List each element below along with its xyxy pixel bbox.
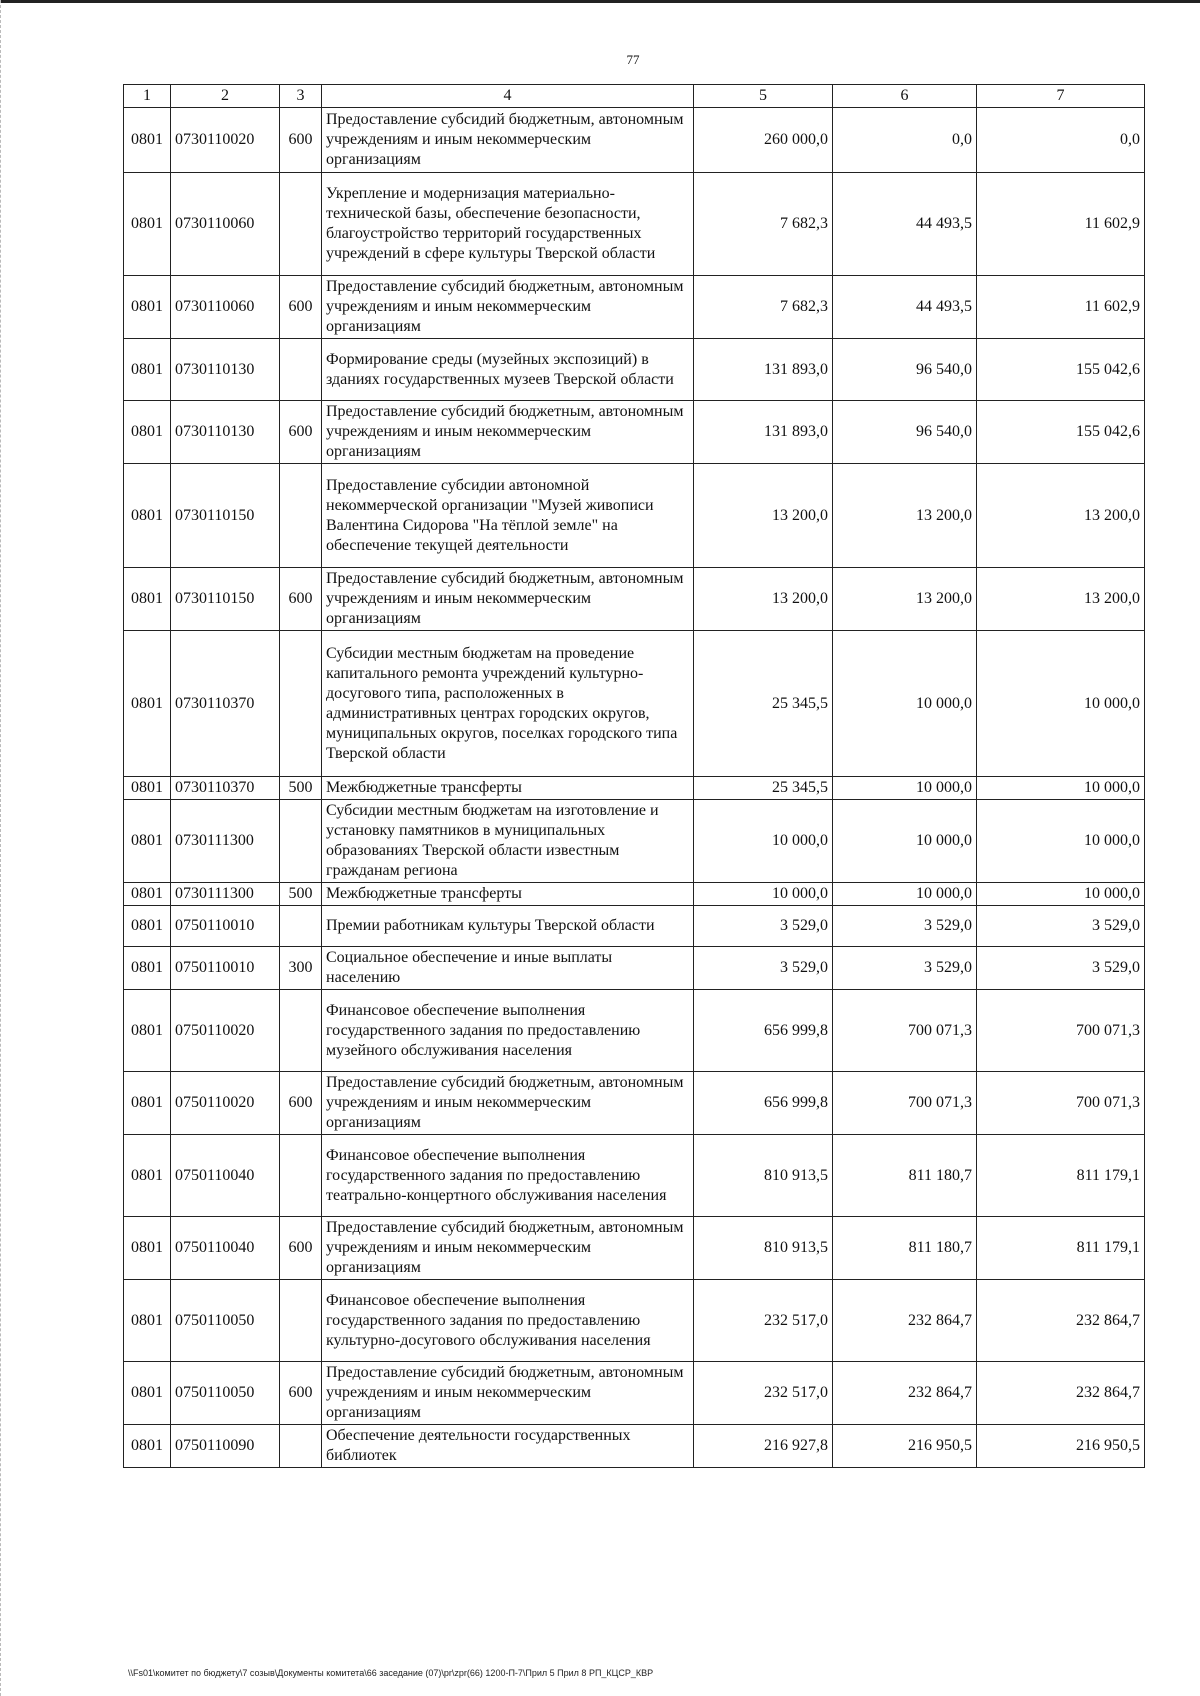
amount-col7-cell: 11 602,9 [977,276,1145,339]
amount-col7-cell: 3 529,0 [977,947,1145,990]
amount-col7-cell: 232 864,7 [977,1362,1145,1425]
description-cell: Предоставление субсидий бюджетным, автономным учреждениям и иным некоммерческим организациям [322,108,694,173]
description-cell: Укрепление и модернизация материально-технической базы, обеспечение безопасности, благоустройство территорий государственных учреждений в сфере культуры Тверской области [322,173,694,276]
description-cell: Предоставление субсидий бюджетным, автономным учреждениям и иным некоммерческим организациям [322,1072,694,1135]
amount-col5-cell: 3 529,0 [694,947,833,990]
target-article-code-cell: 0750110020 [171,1072,280,1135]
section-code-cell: 0801 [124,339,171,401]
amount-col6-cell: 811 180,7 [833,1217,977,1280]
amount-col7-cell: 811 179,1 [977,1217,1145,1280]
table-row [124,464,1145,568]
amount-col7-cell: 3 529,0 [977,906,1145,947]
amount-col5-cell: 7 682,3 [694,276,833,339]
section-code-cell: 0801 [124,990,171,1072]
amount-col5-cell: 25 345,5 [694,777,833,800]
target-article-code-cell: 0730110130 [171,339,280,401]
amount-col5-cell: 232 517,0 [694,1362,833,1425]
section-code-cell: 0801 [124,1425,171,1468]
table-row [124,1217,1145,1280]
amount-col5-cell: 10 000,0 [694,800,833,883]
target-article-code-cell: 0730110150 [171,568,280,631]
amount-col6-cell: 0,0 [833,108,977,173]
amount-col7-cell: 10 000,0 [977,883,1145,906]
table-row [124,906,1145,947]
expense-type-code-cell [280,339,322,401]
description-cell: Обеспечение деятельности государственных библиотек [322,1425,694,1468]
table-row [124,1072,1145,1135]
description-cell: Формирование среды (музейных экспозиций) в зданиях государственных музеев Тверской области [322,339,694,401]
column-header-7: 7 [977,85,1145,108]
description-cell: Предоставление субсидий бюджетным, автономным учреждениям и иным некоммерческим организациям [322,276,694,339]
table-row [124,777,1145,800]
description-cell: Финансовое обеспечение выполнения государственного задания по предоставлению культурно-досугового обслуживания населения [322,1280,694,1362]
amount-col7-cell: 10 000,0 [977,800,1145,883]
section-code-cell: 0801 [124,568,171,631]
amount-col6-cell: 3 529,0 [833,947,977,990]
column-header-1: 1 [124,85,171,108]
section-code-cell: 0801 [124,947,171,990]
section-code-cell: 0801 [124,173,171,276]
expense-type-code-cell: 600 [280,1217,322,1280]
section-code-cell: 0801 [124,401,171,464]
table-row [124,883,1145,906]
target-article-code-cell: 0730110020 [171,108,280,173]
target-article-code-cell: 0730111300 [171,800,280,883]
description-cell: Финансовое обеспечение выполнения государственного задания по предоставлению театрально-концертного обслуживания населения [322,1135,694,1217]
table-row [124,800,1145,883]
table-row [124,1362,1145,1425]
expense-type-code-cell: 300 [280,947,322,990]
page-number: 77 [626,52,640,67]
section-code-cell: 0801 [124,1280,171,1362]
expense-type-code-cell [280,631,322,777]
target-article-code-cell: 0730110370 [171,631,280,777]
target-article-code-cell: 0730110060 [171,173,280,276]
expense-type-code-cell: 500 [280,883,322,906]
description-cell: Предоставление субсидий бюджетным, автономным учреждениям и иным некоммерческим организациям [322,1362,694,1425]
amount-col5-cell: 810 913,5 [694,1217,833,1280]
table-row [124,173,1145,276]
budget-table [123,84,1145,1468]
expense-type-code-cell: 600 [280,568,322,631]
description-cell: Межбюджетные трансферты [322,883,694,906]
description-cell: Предоставление субсидий бюджетным, автономным учреждениям и иным некоммерческим организациям [322,1217,694,1280]
section-code-cell: 0801 [124,108,171,173]
section-code-cell: 0801 [124,1362,171,1425]
target-article-code-cell: 0750110010 [171,906,280,947]
amount-col6-cell: 96 540,0 [833,401,977,464]
page-top-border [0,0,1200,3]
expense-type-code-cell: 600 [280,1072,322,1135]
amount-col6-cell: 13 200,0 [833,568,977,631]
amount-col7-cell: 10 000,0 [977,631,1145,777]
target-article-code-cell: 0730110370 [171,777,280,800]
section-code-cell: 0801 [124,1135,171,1217]
amount-col5-cell: 656 999,8 [694,1072,833,1135]
table-row [124,1425,1145,1468]
target-article-code-cell: 0730110060 [171,276,280,339]
amount-col5-cell: 216 927,8 [694,1425,833,1468]
target-article-code-cell: 0750110050 [171,1280,280,1362]
amount-col5-cell: 232 517,0 [694,1280,833,1362]
expense-type-code-cell [280,1280,322,1362]
target-article-code-cell: 0750110040 [171,1217,280,1280]
section-code-cell: 0801 [124,1072,171,1135]
amount-col7-cell: 13 200,0 [977,464,1145,568]
amount-col7-cell: 0,0 [977,108,1145,173]
amount-col6-cell: 232 864,7 [833,1362,977,1425]
column-header-2: 2 [171,85,280,108]
amount-col5-cell: 131 893,0 [694,339,833,401]
target-article-code-cell: 0730111300 [171,883,280,906]
table-header-row [124,85,1145,108]
target-article-code-cell: 0730110150 [171,464,280,568]
section-code-cell: 0801 [124,631,171,777]
table-row [124,339,1145,401]
column-header-6: 6 [833,85,977,108]
amount-col6-cell: 10 000,0 [833,800,977,883]
amount-col5-cell: 3 529,0 [694,906,833,947]
expense-type-code-cell [280,1425,322,1468]
expense-type-code-cell [280,990,322,1072]
description-cell: Предоставление субсидий бюджетным, автономным учреждениям и иным некоммерческим организациям [322,568,694,631]
description-cell: Социальное обеспечение и иные выплаты населению [322,947,694,990]
expense-type-code-cell: 600 [280,108,322,173]
target-article-code-cell: 0750110020 [171,990,280,1072]
section-code-cell: 0801 [124,464,171,568]
column-header-5: 5 [694,85,833,108]
amount-col5-cell: 13 200,0 [694,568,833,631]
amount-col6-cell: 13 200,0 [833,464,977,568]
amount-col6-cell: 10 000,0 [833,777,977,800]
amount-col6-cell: 96 540,0 [833,339,977,401]
table-row [124,631,1145,777]
amount-col5-cell: 810 913,5 [694,1135,833,1217]
amount-col5-cell: 260 000,0 [694,108,833,173]
description-cell: Межбюджетные трансферты [322,777,694,800]
expense-type-code-cell: 600 [280,276,322,339]
description-cell: Предоставление субсидий бюджетным, автономным учреждениям и иным некоммерческим организациям [322,401,694,464]
expense-type-code-cell [280,1135,322,1217]
expense-type-code-cell [280,464,322,568]
amount-col6-cell: 811 180,7 [833,1135,977,1217]
section-code-cell: 0801 [124,800,171,883]
table-body [124,108,1145,1468]
section-code-cell: 0801 [124,1217,171,1280]
column-header-4: 4 [322,85,694,108]
expense-type-code-cell: 500 [280,777,322,800]
amount-col5-cell: 7 682,3 [694,173,833,276]
expense-type-code-cell [280,800,322,883]
table-row [124,947,1145,990]
amount-col6-cell: 232 864,7 [833,1280,977,1362]
scan-left-edge [0,0,3,1696]
table-row [124,1135,1145,1217]
section-code-cell: 0801 [124,276,171,339]
table-row [124,108,1145,173]
amount-col6-cell: 700 071,3 [833,1072,977,1135]
amount-col7-cell: 13 200,0 [977,568,1145,631]
amount-col7-cell: 155 042,6 [977,401,1145,464]
amount-col7-cell: 10 000,0 [977,777,1145,800]
target-article-code-cell: 0750110040 [171,1135,280,1217]
target-article-code-cell: 0750110010 [171,947,280,990]
amount-col7-cell: 700 071,3 [977,990,1145,1072]
amount-col7-cell: 11 602,9 [977,173,1145,276]
amount-col5-cell: 25 345,5 [694,631,833,777]
expense-type-code-cell [280,173,322,276]
amount-col5-cell: 131 893,0 [694,401,833,464]
amount-col7-cell: 216 950,5 [977,1425,1145,1468]
target-article-code-cell: 0730110130 [171,401,280,464]
section-code-cell: 0801 [124,777,171,800]
amount-col6-cell: 10 000,0 [833,883,977,906]
amount-col7-cell: 811 179,1 [977,1135,1145,1217]
amount-col5-cell: 656 999,8 [694,990,833,1072]
target-article-code-cell: 0750110050 [171,1362,280,1425]
description-cell: Предоставление субсидии автономной некоммерческой организации "Музей живописи Валентина Сидорова "На тёплой земле" на обеспечение текущей деятельности [322,464,694,568]
amount-col6-cell: 44 493,5 [833,276,977,339]
expense-type-code-cell: 600 [280,1362,322,1425]
amount-col7-cell: 700 071,3 [977,1072,1145,1135]
amount-col5-cell: 10 000,0 [694,883,833,906]
description-cell: Финансовое обеспечение выполнения государственного задания по предоставлению музейного обслуживания населения [322,990,694,1072]
description-cell: Субсидии местным бюджетам на изготовление и установку памятников в муниципальных образованиях Тверской области известным гражданам региона [322,800,694,883]
footer-file-path: \\Fs01\комитет по бюджету\7 созыв\Документы комитета\66 заседание (07)\pr\zpr(66) 1200-П-7\Прил 5 Прил 8 РП_КЦСР_КВР [128,1668,654,1678]
description-cell: Премии работникам культуры Тверской области [322,906,694,947]
amount-col6-cell: 44 493,5 [833,173,977,276]
expense-type-code-cell [280,906,322,947]
table-row [124,276,1145,339]
table-row [124,990,1145,1072]
section-code-cell: 0801 [124,883,171,906]
section-code-cell: 0801 [124,906,171,947]
amount-col6-cell: 216 950,5 [833,1425,977,1468]
table-row [124,1280,1145,1362]
amount-col6-cell: 3 529,0 [833,906,977,947]
column-header-3: 3 [280,85,322,108]
target-article-code-cell: 0750110090 [171,1425,280,1468]
amount-col5-cell: 13 200,0 [694,464,833,568]
amount-col7-cell: 232 864,7 [977,1280,1145,1362]
amount-col6-cell: 10 000,0 [833,631,977,777]
expense-type-code-cell: 600 [280,401,322,464]
table-row [124,568,1145,631]
amount-col6-cell: 700 071,3 [833,990,977,1072]
amount-col7-cell: 155 042,6 [977,339,1145,401]
description-cell: Субсидии местным бюджетам на проведение капитального ремонта учреждений культурно-досугового типа, расположенных в административных центрах городских округов, муниципальных округов, поселках городского типа Тверской области [322,631,694,777]
table-row [124,401,1145,464]
